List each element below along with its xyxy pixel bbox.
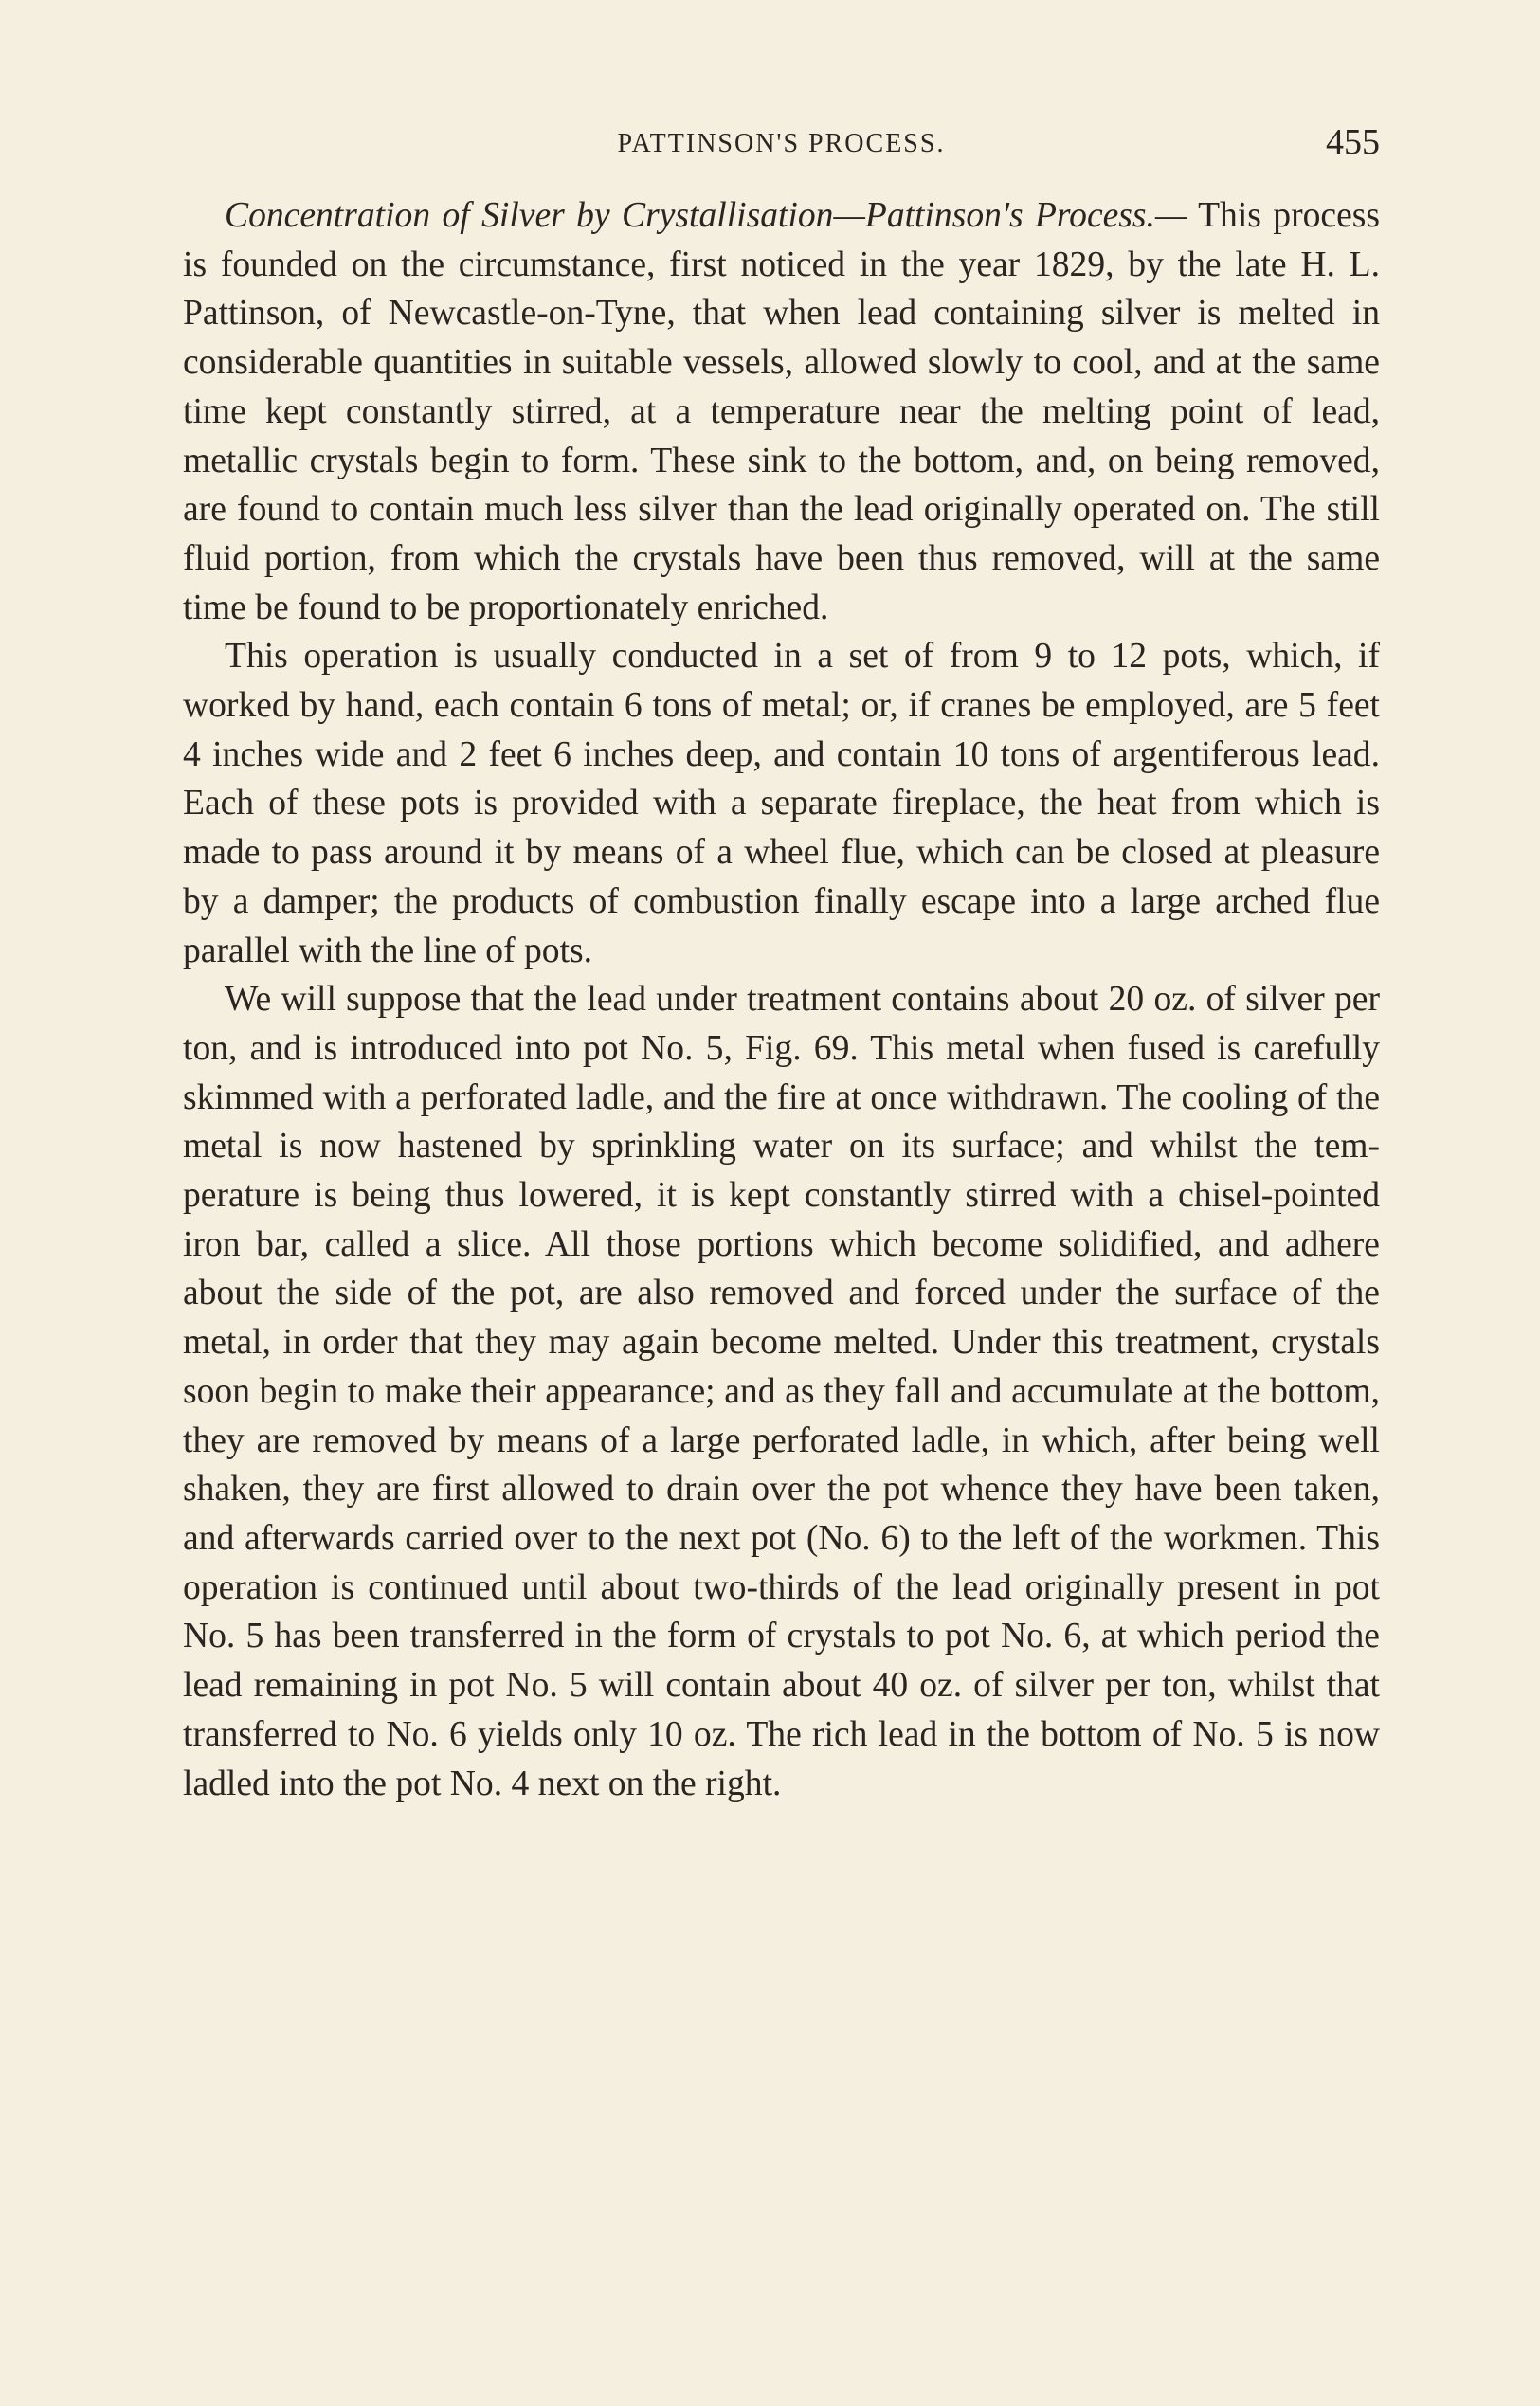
- paragraph-text: This operation is usually conducted in a set of from 9 to 12 pots, which, if worked by hand, each contain 6 tons of metal; or, if cranes be employed, are 5 feet 4 inches wide and 2 feet 6 inches deep, and contain 10 tons of argentiferous lead. Each of these pots is provided with a separate fireplace, the heat from which is made to pass around it by means of a wheel flue, which can be closed at pleasure by a damper; the products of combustion finally escape into a large arched flue parallel with the line of pots.: [183, 637, 1380, 970]
- running-title: PATTINSON'S PROCESS.: [617, 129, 946, 158]
- section-heading: Concentration of Silver by Crystallisation—Pattinson's Process.—: [225, 196, 1187, 235]
- paragraph-concentration: [183, 191, 1380, 632]
- paragraph-text: This process is founded on the circumstance, first noticed in the year 1829, by the late H. L. Pattinson, of Newcastle-on-Tyne, that when lead containing silver is melted in considerable quantities in suitable vessels, allowed slowly to cool, and at the same time kept constantly stirred, at a temperature near the melting point of lead, metallic crystals begin to form. These sink to the bottom, and, on being removed, are found to contain much less silver than the lead originally operated on. The still fluid portion, from which the crystals have been thus removed, will at the same time be found to be proportionately enriched.: [183, 196, 1380, 627]
- page-number: 455: [1326, 122, 1380, 162]
- body-text: [183, 191, 1380, 1808]
- running-head: [183, 121, 1380, 169]
- paragraph-treatment: [183, 975, 1380, 1808]
- paragraph-text: We will suppose that the lead under treatment contains about 20 oz. of silver per ton, and is introduced into pot No. 5, Fig. 69. This metal when fused is carefully skimmed with a perforated ladle, and the fire at once withdrawn. The cooling of the metal is now hastened by sprinkling water on its surface; and whilst the temperature is being thus lowered, it is kept constantly stirred with a chisel-pointed iron bar, called a slice. All those portions which become solidified, and adhere about the side of the pot, are also removed and forced under the surface of the metal, in order that they may again become melted. Under this treatment, crystals soon begin to make their appearance; and as they fall and accumulate at the bottom, they are removed by means of a large perforated ladle, in which, after being well shaken, they are first allowed to drain over the pot whence they have been taken, and afterwards carried over to the next pot (No. 6) to the left of the workmen. This operation is continued until about two-thirds of the lead originally present in pot No. 5 has been transferred in the form of crystals to pot No. 6, at which period the lead remaining in pot No. 5 will contain about 40 oz. of silver per ton, whilst that transferred to No. 6 yields only 10 oz. The rich lead in the bottom of No. 5 is now ladled into the pot No. 4 next on the right.: [183, 980, 1380, 1803]
- paragraph-operation: [183, 632, 1380, 975]
